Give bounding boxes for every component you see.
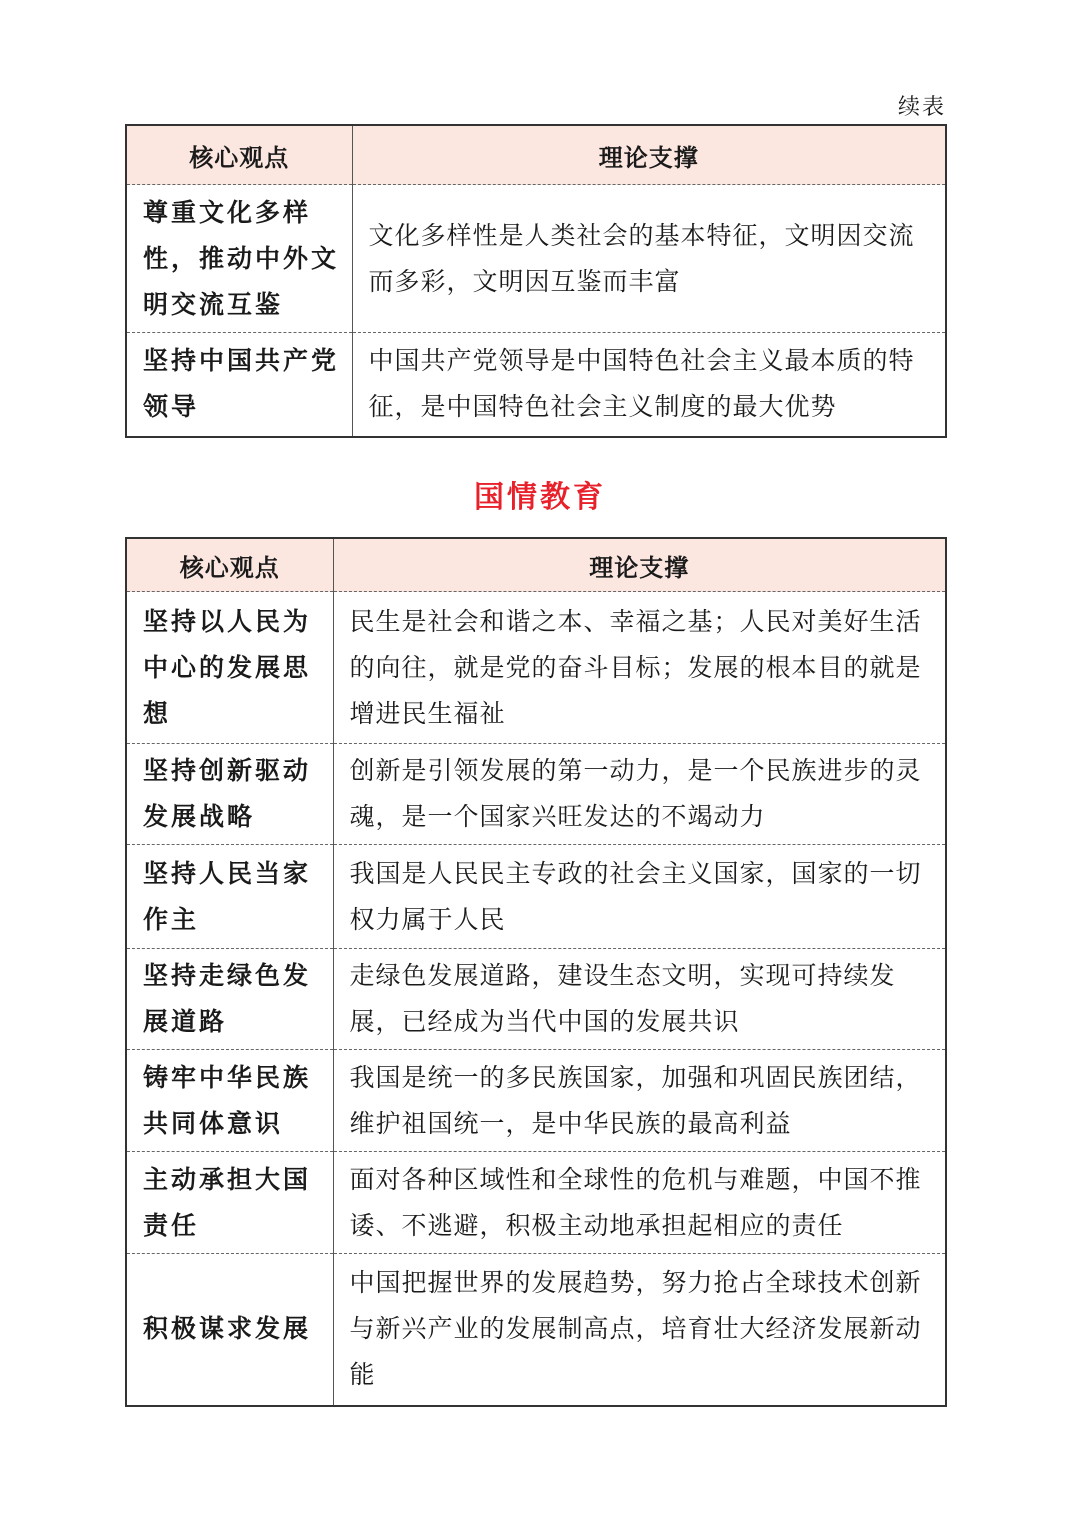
table-row bbox=[126, 744, 946, 845]
core-point-cell: 铸牢中华民族共同体意识 bbox=[126, 1050, 333, 1152]
header-core-point: 核心观点 bbox=[126, 538, 333, 592]
theory-support-cell: 文化多样性是人类社会的基本特征，文明因交流而多彩，文明因互鉴而丰富 bbox=[352, 185, 946, 333]
theory-support-cell: 中国共产党领导是中国特色社会主义最本质的特征，是中国特色社会主义制度的最大优势 bbox=[352, 333, 946, 437]
core-point-cell: 坚持中国共产党领导 bbox=[126, 333, 352, 437]
core-point-cell: 尊重文化多样性，推动中外文明交流互鉴 bbox=[126, 185, 352, 333]
core-point-cell: 主动承担大国责任 bbox=[126, 1152, 333, 1254]
header-core-point: 核心观点 bbox=[126, 125, 352, 185]
table-header-row bbox=[126, 125, 946, 185]
core-point-cell: 坚持走绿色发展道路 bbox=[126, 949, 333, 1050]
theory-support-cell: 创新是引领发展的第一动力，是一个民族进步的灵魂，是一个国家兴旺发达的不竭动力 bbox=[333, 744, 946, 845]
table-row bbox=[126, 185, 946, 333]
core-point-cell: 坚持创新驱动发展战略 bbox=[126, 744, 333, 845]
core-point-cell: 坚持以人民为中心的发展思想 bbox=[126, 592, 333, 744]
civilization-views-table bbox=[125, 124, 947, 438]
table-row bbox=[126, 1050, 946, 1152]
table-row bbox=[126, 845, 946, 949]
theory-support-cell: 我国是人民民主专政的社会主义国家，国家的一切权力属于人民 bbox=[333, 845, 946, 949]
continued-table-label: 续表 bbox=[897, 95, 946, 120]
table-row bbox=[126, 333, 946, 437]
theory-support-cell: 走绿色发展道路，建设生态文明，实现可持续发展，已经成为当代中国的发展共识 bbox=[333, 949, 946, 1050]
core-point-cell: 坚持人民当家作主 bbox=[126, 845, 333, 949]
national-conditions-table bbox=[125, 537, 947, 1407]
theory-support-cell: 面对各种区域性和全球性的危机与难题，中国不推诿、不逃避，积极主动地承担起相应的责任 bbox=[333, 1152, 946, 1254]
core-point-cell: 积极谋求发展 bbox=[126, 1254, 333, 1406]
table-row bbox=[126, 1152, 946, 1254]
theory-support-cell: 中国把握世界的发展趋势，努力抢占全球技术创新与新兴产业的发展制高点，培育壮大经济发展新动能 bbox=[333, 1254, 946, 1406]
header-theory-support: 理论支撑 bbox=[333, 538, 946, 592]
header-theory-support: 理论支撑 bbox=[352, 125, 946, 185]
theory-support-cell: 我国是统一的多民族国家，加强和巩固民族团结，维护祖国统一，是中华民族的最高利益 bbox=[333, 1050, 946, 1152]
theory-support-cell: 民生是社会和谐之本、幸福之基；人民对美好生活的向往，就是党的奋斗目标；发展的根本目的就是增进民生福祉 bbox=[333, 592, 946, 744]
table-header-row bbox=[126, 538, 946, 592]
table-row bbox=[126, 1254, 946, 1406]
table-row bbox=[126, 949, 946, 1050]
section-title: 国情教育 bbox=[474, 480, 606, 515]
table-row bbox=[126, 592, 946, 744]
